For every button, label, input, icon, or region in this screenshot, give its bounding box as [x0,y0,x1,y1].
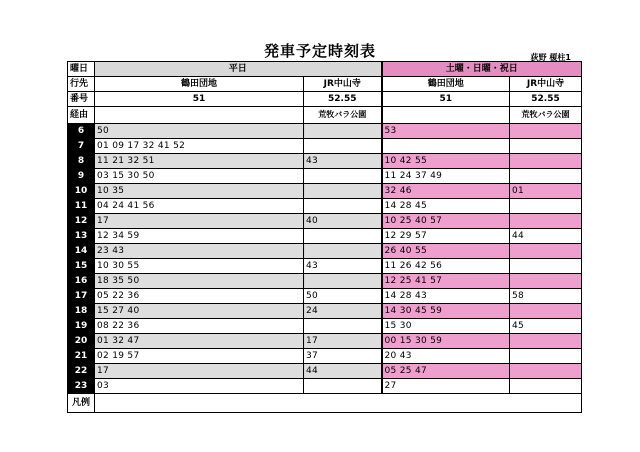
weekday-dest-a: 鶴田団地 [95,77,304,92]
weekday-dest-b-minutes [304,229,382,244]
table-row [68,304,582,319]
weekend-dest-a-minutes: 14 30 45 59 [382,304,510,319]
table-row [68,169,582,184]
weekday-dest-a-minutes: 03 15 30 50 [95,169,304,184]
weekend-dest-a-minutes: 12 25 41 57 [382,274,510,289]
weekend-header: 土曜・日曜・祝日 [382,62,582,77]
weekend-dest-b-minutes [510,304,582,319]
weekend-number-a: 51 [382,92,510,107]
weekday-dest-a-minutes: 17 [95,364,304,379]
weekend-dest-b-minutes [510,199,582,214]
weekday-dest-b-minutes [304,124,382,139]
weekend-dest-b-minutes [510,139,582,154]
weekday-dest-b-minutes: 43 [304,259,382,274]
weekend-dest-b-minutes [510,259,582,274]
weekday-number-a: 51 [95,92,304,107]
weekend-dest-a-minutes: 14 28 43 [382,289,510,304]
hour-cell: 11 [68,199,95,214]
weekend-dest-b-minutes [510,154,582,169]
hour-cell: 13 [68,229,95,244]
hour-cell: 7 [68,139,95,154]
weekday-dest-b-minutes: 43 [304,154,382,169]
weekend-dest-a-minutes: 10 25 40 57 [382,214,510,229]
weekday-dest-b: JR中山寺 [304,77,382,92]
weekend-dest-a-minutes: 00 15 30 59 [382,334,510,349]
weekday-dest-a-minutes: 12 34 59 [95,229,304,244]
weekday-dest-b-minutes [304,139,382,154]
weekday-dest-a-minutes: 11 21 32 51 [95,154,304,169]
table-row [68,334,582,349]
table-row [68,139,582,154]
table-row [68,244,582,259]
weekend-dest-a-minutes: 20 43 [382,349,510,364]
legend-content [95,394,582,413]
weekday-via-a [95,107,304,124]
hour-cell: 17 [68,289,95,304]
weekend-dest-a-minutes: 10 42 55 [382,154,510,169]
table-row [68,184,582,199]
weekday-dest-a-minutes: 17 [95,214,304,229]
weekend-dest-b-minutes [510,124,582,139]
weekend-dest-b-minutes: 44 [510,229,582,244]
table-row [68,124,582,139]
hour-cell: 22 [68,364,95,379]
weekday-dest-b-minutes [304,274,382,289]
weekday-dest-b-minutes: 37 [304,349,382,364]
weekend-dest-a-minutes: 15 30 [382,319,510,334]
weekday-dest-b-minutes: 40 [304,214,382,229]
table-row [68,319,582,334]
weekday-via-b: 荒牧バラ公園 [304,107,382,124]
hour-cell: 9 [68,169,95,184]
label-number: 番号 [68,92,95,107]
weekend-dest-b-minutes [510,244,582,259]
weekday-dest-b-minutes [304,244,382,259]
label-day: 曜日 [68,62,95,77]
hour-cell: 14 [68,244,95,259]
weekend-dest-b-minutes: 58 [510,289,582,304]
weekday-dest-b-minutes: 24 [304,304,382,319]
weekend-dest-a-minutes: 12 29 57 [382,229,510,244]
weekday-dest-a-minutes: 23 43 [95,244,304,259]
weekend-dest-b-minutes [510,334,582,349]
legend-row [68,394,582,413]
weekday-dest-a-minutes: 10 30 55 [95,259,304,274]
weekday-dest-a-minutes: 18 35 50 [95,274,304,289]
weekend-dest-a-minutes: 32 46 [382,184,510,199]
weekend-dest-b-minutes: 45 [510,319,582,334]
weekday-dest-b-minutes [304,379,382,394]
weekday-dest-a-minutes: 05 22 36 [95,289,304,304]
weekend-dest-a: 鶴田団地 [382,77,510,92]
weekend-dest-a-minutes: 05 25 47 [382,364,510,379]
weekend-dest-a-minutes: 14 28 45 [382,199,510,214]
hour-cell: 6 [68,124,95,139]
hour-cell: 16 [68,274,95,289]
table-row [68,154,582,169]
weekend-number-b: 52.55 [510,92,582,107]
table-row [68,379,582,394]
weekday-header: 平日 [95,62,382,77]
weekend-dest-b-minutes [510,364,582,379]
hour-cell: 8 [68,154,95,169]
label-via: 経由 [68,107,95,124]
table-row [68,274,582,289]
table-row [68,214,582,229]
weekday-dest-b-minutes: 17 [304,334,382,349]
table-row [68,229,582,244]
weekday-dest-b-minutes [304,199,382,214]
table-row [68,289,582,304]
weekend-dest-b: JR中山寺 [510,77,582,92]
weekend-dest-b-minutes: 01 [510,184,582,199]
weekend-dest-a-minutes [382,139,510,154]
weekday-dest-a-minutes: 03 [95,379,304,394]
hour-cell: 10 [68,184,95,199]
weekend-dest-a-minutes: 11 24 37 49 [382,169,510,184]
weekday-dest-a-minutes: 15 27 40 [95,304,304,319]
weekday-dest-a-minutes: 04 24 41 56 [95,199,304,214]
weekend-dest-b-minutes [510,169,582,184]
hour-cell: 15 [68,259,95,274]
weekday-dest-a-minutes: 01 32 47 [95,334,304,349]
table-row [68,364,582,379]
weekend-via-a [382,107,510,124]
weekend-dest-b-minutes [510,349,582,364]
hour-cell: 20 [68,334,95,349]
table-row [68,199,582,214]
weekday-dest-a-minutes: 01 09 17 32 41 52 [95,139,304,154]
hour-cell: 12 [68,214,95,229]
weekday-dest-b-minutes: 50 [304,289,382,304]
weekday-dest-a-minutes: 02 19 57 [95,349,304,364]
weekday-dest-a-minutes: 10 35 [95,184,304,199]
label-destination: 行先 [68,77,95,92]
weekday-dest-b-minutes [304,184,382,199]
timetable [67,61,582,413]
table-row [68,259,582,274]
weekday-dest-b-minutes: 44 [304,364,382,379]
weekend-dest-a-minutes: 11 26 42 56 [382,259,510,274]
weekend-dest-b-minutes [510,214,582,229]
weekend-dest-a-minutes: 27 [382,379,510,394]
weekend-via-b: 荒牧バラ公園 [510,107,582,124]
stop-name: 荻野 榎柱1 [530,53,571,62]
table-row [68,349,582,364]
weekday-dest-a-minutes: 50 [95,124,304,139]
hour-cell: 19 [68,319,95,334]
weekend-dest-b-minutes [510,274,582,289]
weekday-dest-b-minutes [304,319,382,334]
weekday-dest-b-minutes [304,169,382,184]
hour-cell: 21 [68,349,95,364]
weekend-dest-a-minutes: 26 40 55 [382,244,510,259]
weekday-number-b: 52.55 [304,92,382,107]
hour-cell: 18 [68,304,95,319]
page-title: 発車予定時刻表 [263,42,376,60]
weekday-dest-a-minutes: 08 22 36 [95,319,304,334]
weekend-dest-a-minutes: 53 [382,124,510,139]
hour-cell: 23 [68,379,95,394]
legend-label: 凡例 [68,394,95,413]
weekend-dest-b-minutes [510,379,582,394]
